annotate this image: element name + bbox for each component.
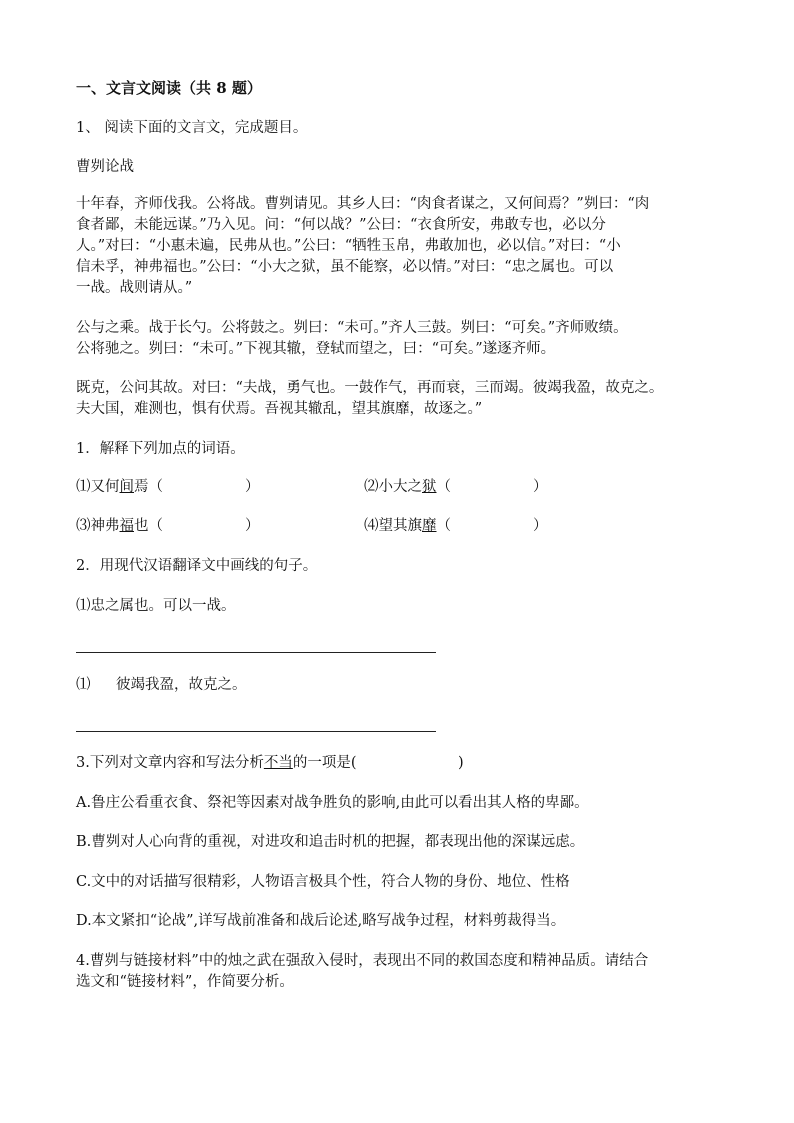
prompt-text: 的一项是( bbox=[292, 755, 357, 771]
item-text: 焉（ bbox=[134, 479, 163, 495]
answer-line bbox=[76, 731, 436, 732]
item-keyword: 狱 bbox=[422, 479, 437, 495]
q1-item-1 bbox=[76, 477, 163, 497]
q1-prompt: 1．解释下列加点的词语。 bbox=[76, 441, 245, 457]
item-text: ⑶神弗 bbox=[76, 518, 120, 534]
passage-title: 曹刿论战 bbox=[76, 159, 134, 175]
item-text: ⑵小大之 bbox=[364, 479, 422, 495]
q1-item-4-close: ） bbox=[533, 518, 548, 534]
passage-line: 食者鄙，未能远谋。”乃入见。问：“何以战？”公曰：“衣食所安，弗敢专也，必以分 bbox=[76, 217, 606, 233]
q3-prompt bbox=[76, 753, 357, 773]
item-text: ⑴又何 bbox=[76, 479, 120, 495]
passage-line: 公将驰之。刿曰：“未可。”下视其辙，登轼而望之，曰：“可矣。”遂逐齐师。 bbox=[76, 341, 556, 357]
q1-item-1-close: ） bbox=[245, 479, 260, 495]
option-a: A.鲁庄公看重衣食、祭祀等因素对战争胜负的影响,由此可以看出其人格的卑鄙。 bbox=[76, 795, 589, 811]
q1-item-3-close: ） bbox=[245, 518, 260, 534]
q3-prompt-close: ) bbox=[458, 755, 464, 771]
q1-item-2 bbox=[364, 477, 451, 497]
passage-line: 公与之乘。战于长勺。公将鼓之。刿曰：“未可。”齐人三鼓。刿曰：“可矣。”齐师败绩。 bbox=[76, 320, 628, 336]
q2-sentence-2: 彼竭我盈，故克之。 bbox=[116, 677, 247, 693]
prompt-text: 3.下列对文章内容和写法分析 bbox=[76, 755, 264, 771]
q2-prompt: 2．用现代汉语翻译文中画线的句子。 bbox=[76, 558, 318, 574]
passage-line: 夫大国，难测也，惧有伏焉。吾视其辙乱，望其旗靡，故逐之。” bbox=[76, 401, 483, 417]
item-keyword: 间 bbox=[119, 479, 134, 495]
prompt-keyword: 不当 bbox=[263, 755, 293, 771]
passage-line: 十年春，齐师伐我。公将战。曹刿请见。其乡人曰：“肉食者谋之，又何间焉？”刿曰：“肉 bbox=[76, 196, 650, 212]
q1-item-2-close: ） bbox=[533, 479, 548, 495]
q2-sentence-2-number: ⑴ bbox=[76, 677, 91, 693]
option-c: C.文中的对话描写很精彩，人物语言极具个性，符合人物的身份、地位、性格 bbox=[76, 874, 570, 890]
q1-item-4 bbox=[364, 516, 451, 536]
item-keyword: 福 bbox=[119, 518, 134, 534]
item-keyword: 靡 bbox=[422, 518, 437, 534]
item-text: ⑷望其旗 bbox=[364, 518, 422, 534]
option-d: D.本文紧扣“论战”,详写战前准备和战后论述,略写战争过程，材料剪裁得当。 bbox=[76, 913, 566, 929]
q4-prompt: 4.曹刿与链接材料”中的烛之武在强敌入侵时，表现出不同的救国态度和精神品质。请结合 bbox=[76, 953, 649, 969]
q2-sentence-1: ⑴忠之属也。可以一战。 bbox=[76, 598, 236, 614]
item-text: 也（ bbox=[134, 518, 163, 534]
answer-line bbox=[76, 652, 436, 653]
passage-line: 一战。战则请从。” bbox=[76, 280, 193, 296]
passage-line: 既克，公问其故。对曰：“夫战，勇气也。一鼓作气，再而衰，三而竭。彼竭我盈，故克之。 bbox=[76, 380, 664, 396]
option-b: B.曹刿对人心向背的重视，对进攻和追击时机的把握，都表现出他的深谋远虑。 bbox=[76, 834, 585, 850]
item-text: （ bbox=[436, 518, 451, 534]
passage-line: 信未孚，神弗福也。”公曰：“小大之狱，虽不能察，必以情。”对曰：“忠之属也。可以 bbox=[76, 259, 614, 275]
passage-line: 人。”对曰：“小惠未遍，民弗从也。”公曰：“牺牲玉帛，弗敢加也，必以信。”对曰：“小 bbox=[76, 238, 621, 254]
item-text: （ bbox=[436, 479, 451, 495]
q4-prompt: 选文和“链接材料”，作简要分析。 bbox=[76, 974, 294, 990]
q1-item-3 bbox=[76, 516, 163, 536]
question-intro: 1、 阅读下面的文言文，完成题目。 bbox=[76, 120, 308, 136]
section-title: 一、文言文阅读（共 8 题） bbox=[76, 79, 262, 97]
